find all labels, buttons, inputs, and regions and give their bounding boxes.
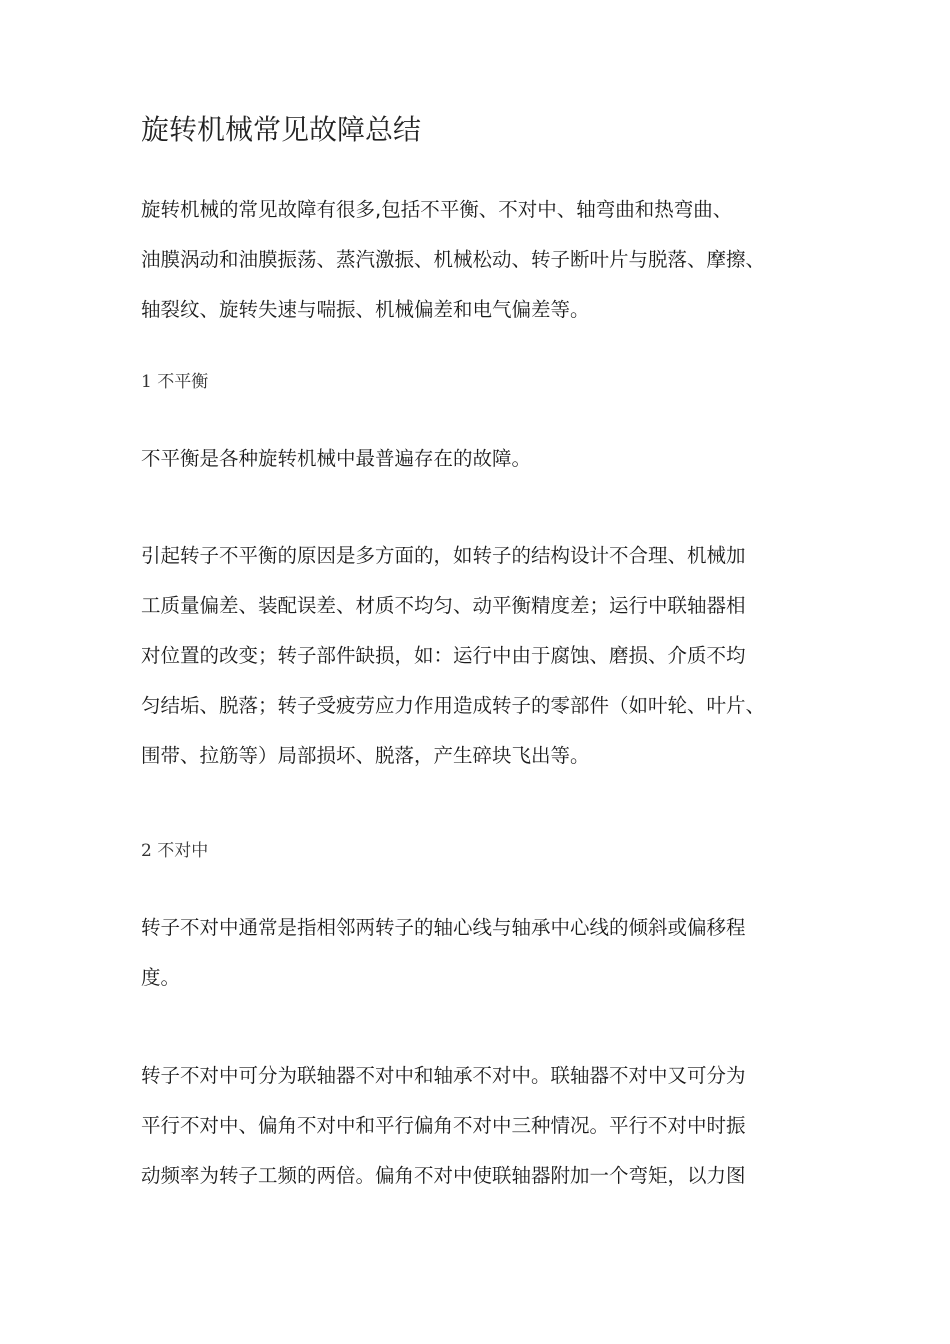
paragraph-line: 旋转机械的常见故障有很多,包括不平衡、不对中、轴弯曲和热弯曲、	[141, 198, 733, 221]
misalignment-paragraph-1	[141, 903, 831, 1003]
document-title: 旋转机械常见故障总结	[141, 113, 422, 146]
paragraph-line: 转子不对中可分为联轴器不对中和轴承不对中。联轴器不对中又可分为	[141, 1064, 746, 1087]
paragraph-line: 平行不对中、偏角不对中和平行偏角不对中三种情况。平行不对中时振	[141, 1114, 746, 1137]
section-heading-misalignment: 2 不对中	[141, 841, 209, 861]
intro-paragraph	[141, 185, 831, 335]
paragraph-line: 度。	[141, 966, 181, 989]
paragraph-line: 匀结垢、脱落；转子受疲劳应力作用造成转子的零部件（如叶轮、叶片、	[141, 694, 766, 717]
paragraph-line: 动频率为转子工频的两倍。偏角不对中使联轴器附加一个弯矩，以力图	[141, 1164, 746, 1187]
unbalance-paragraph-1	[141, 434, 831, 484]
paragraph-line: 对位置的改变；转子部件缺损，如：运行中由于腐蚀、磨损、介质不均	[141, 644, 746, 667]
misalignment-paragraph-2	[141, 1051, 831, 1201]
paragraph-line: 不平衡是各种旋转机械中最普遍存在的故障。	[141, 447, 532, 470]
paragraph-line: 围带、拉筋等）局部损坏、脱落，产生碎块飞出等。	[141, 744, 590, 767]
paragraph-line: 油膜涡动和油膜振荡、蒸汽激振、机械松动、转子断叶片与脱落、摩擦、	[141, 248, 766, 271]
unbalance-paragraph-2	[141, 531, 831, 781]
paragraph-line: 转子不对中通常是指相邻两转子的轴心线与轴承中心线的倾斜或偏移程	[141, 916, 746, 939]
paragraph-line: 工质量偏差、装配误差、材质不均匀、动平衡精度差；运行中联轴器相	[141, 594, 746, 617]
paragraph-line: 引起转子不平衡的原因是多方面的，如转子的结构设计不合理、机械加	[141, 544, 746, 567]
section-heading-unbalance: 1 不平衡	[141, 372, 209, 392]
paragraph-line: 轴裂纹、旋转失速与喘振、机械偏差和电气偏差等。	[141, 298, 590, 321]
